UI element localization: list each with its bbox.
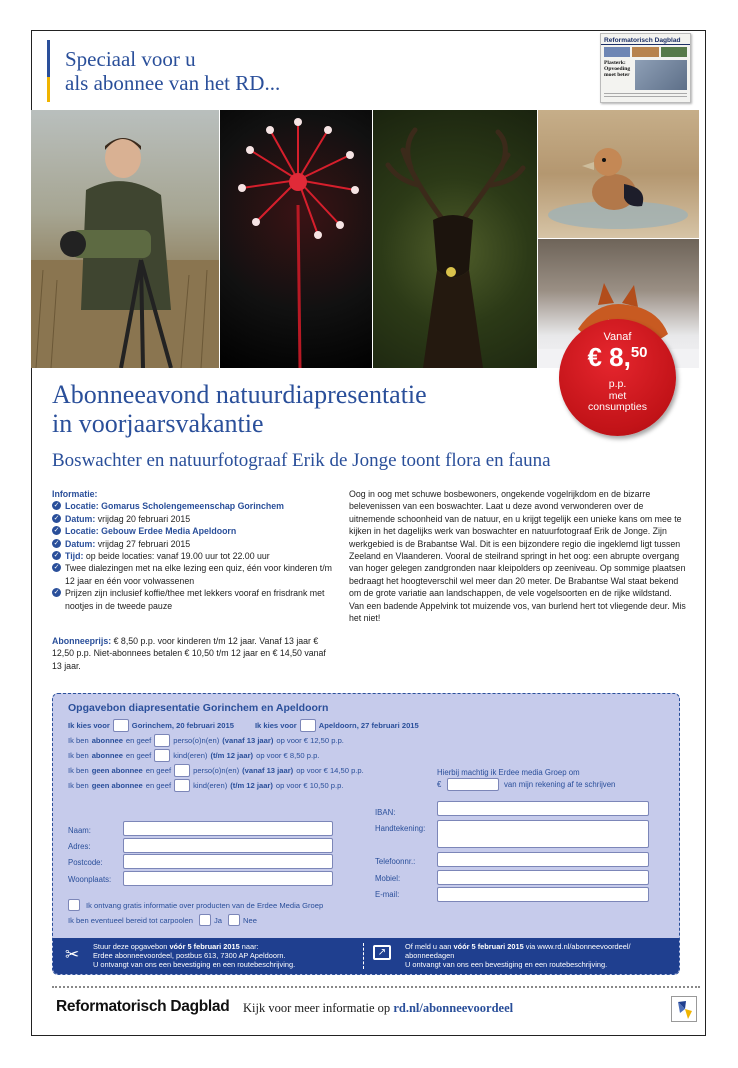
subscriber-child-count[interactable] [154, 749, 170, 762]
nonsubscriber-child-row: Ik ben geen abonnee en geef kind(eren) (t/m 12 jaar) op voor € 10,50 p.p. [68, 781, 344, 790]
form-title: Opgavebon diapresentatie Gorinchem en Apeldoorn [68, 702, 329, 714]
handtekening-label: Handtekening: [375, 824, 426, 833]
check-icon: ✓ [53, 552, 60, 560]
woonplaats-label: Woonplaats: [68, 875, 112, 884]
check-icon: ✓ [53, 502, 60, 510]
subscriber-child-row: Ik ben abonnee en geef kind(eren) (t/m 12 jaar) op voor € 8,50 p.p. [68, 751, 320, 760]
title-line-1: Abonneeavond natuurdiapresentatie [52, 380, 427, 409]
bar-divider [363, 943, 364, 969]
badge-pp: p.p. [608, 378, 627, 390]
header-accent-bar [47, 40, 50, 102]
nonsubscriber-adult-row: Ik ben geen abonnee en geef perso(o)n(en) (vanaf 13 jaar) op voor € 14,50 p.p. [68, 766, 364, 775]
registration-form [52, 693, 680, 975]
handtekening-input[interactable] [437, 820, 649, 848]
authorize-euro: € [437, 780, 442, 789]
info-item: ✓ Locatie: Gebouw Erdee Media Apeldoorn [53, 526, 237, 537]
naam-label: Naam: [68, 826, 91, 835]
badge-amount: 8, [609, 342, 631, 372]
adres-input[interactable] [123, 838, 333, 853]
nonsubscriber-adult-count[interactable] [174, 764, 190, 777]
header-line-2: als abonnee van het RD... [65, 71, 281, 95]
info-item: ✓ Prijzen zijn inclusief koffie/thee met lekkers vooraf en frisdrank met nootjes in de tweede pauze [53, 588, 325, 611]
newspaper-masthead: Reformatorisch Dagblad [601, 34, 690, 45]
postcode-input[interactable] [123, 854, 333, 869]
newspaper-photo [635, 60, 687, 90]
location-choice-row: Ik kies voor Gorinchem, 20 februari 2015 Ik kies voor Apeldoorn, 27 februari 2015 [68, 721, 419, 730]
story-text: Oog in oog met schuwe bosbewoners, ongekende vogelrijkdom en de bizarre belevenissen van een boswachter. Laat u deze avond verwonderen over de uitnemende schoonheid van de natuur, en u krijgt tegelijk een unieke kans om mee te kijken in het dagelijks werk van boswachter en natuurfotograaf Erik de Jonge. Zijn werkgebied is de Brabantse Wal. Dit is een bijzondere regio die ingeklemd ligt tussen Zeeland en Vlaanderen. Vooral de steilrand springt in het oog: een abrupte overgang van hoger gelegen zandgronden naar kleipolders op zeeniveau. Op sommige plaatsen bedraagt het hoogteverschil wel meer dan 20 meter. De Brabantse Wal staat bekend om de grote variatie aan landschappen, de vele vogelsoorten en de rijke wildstand. Van een badende Appelvink tot muizende vos, van burlend hert tot vliegende deur. Mis het niet! [349, 489, 686, 624]
check-icon: ✓ [53, 527, 60, 535]
badge-price [559, 342, 676, 373]
check-icon: ✓ [53, 564, 60, 572]
newspaper-photo-strip [601, 45, 690, 59]
badge-conditions [559, 379, 676, 414]
adres-label: Adres: [68, 842, 91, 851]
header-title [65, 47, 280, 95]
badge-vanaf: Vanaf [603, 331, 632, 343]
gorinchem-checkbox[interactable] [113, 719, 129, 732]
subscriber-adult-count[interactable] [154, 734, 170, 747]
scissors-icon: ✂ [65, 945, 80, 964]
iban-input[interactable] [437, 801, 649, 816]
info-item: ✓ Datum: vrijdag 20 februari 2015 [53, 513, 191, 524]
apeldoorn-checkbox[interactable] [300, 719, 316, 732]
newspaper-thumbnail [600, 33, 691, 103]
optin-row: Ik ontvang gratis informatie over producten van de Erdee Media Groep [68, 899, 323, 911]
email-label: E-mail: [375, 890, 400, 899]
main-title [52, 380, 427, 438]
badge-consumpties: consumpties [588, 401, 647, 413]
check-icon: ✓ [53, 539, 60, 547]
footer-text: Kijk voor meer informatie op rd.nl/abonneevoordeel [243, 1001, 514, 1015]
amount-input[interactable] [447, 778, 499, 791]
footer-link[interactable]: rd.nl/abonneevoordeel [393, 1001, 514, 1015]
iban-label: IBAN: [375, 808, 396, 817]
carpool-no-checkbox[interactable] [228, 914, 240, 926]
hawfinch-photo [538, 110, 699, 238]
badge-currency: € [587, 342, 602, 372]
postcode-label: Postcode: [68, 858, 103, 867]
info-item: ✓ Twee dialezingen met na elke lezing een quiz, één voor kinderen t/m 12 jaar en één voor volwassenen [53, 563, 332, 586]
carpool-row: Ik ben eventueel bereid tot carpoolen Ja Nee [68, 915, 257, 925]
check-icon: ✓ [53, 589, 60, 597]
authorize-text-2: van mijn rekening af te schrijven [504, 780, 616, 789]
subtitle: Boswachter en natuurfotograaf Erik de Jonge toont flora en fauna [52, 450, 551, 471]
email-input[interactable] [437, 887, 649, 902]
badge-met: met [608, 389, 627, 402]
info-heading: Informatie: [52, 489, 98, 499]
sundew-plant-photo [220, 110, 372, 368]
publisher-logo-icon [671, 996, 697, 1022]
prices-text: Abonneeprijs: € 8,50 p.p. voor kinderen t/m 12 jaar. Vanaf 13 jaar € 12,50 p.p. Niet-abonnees betalen € 10,50 t/m 12 jaar en € 14,50 vanaf 13 jaar. [52, 636, 326, 671]
footer-logo: Reformatorisch Dagblad [56, 998, 230, 1015]
telefoon-label: Telefoonnr.: [375, 857, 416, 866]
check-icon: ✓ [53, 514, 60, 522]
form-instructions-bar [53, 938, 679, 974]
info-item: ✓ Tijd: op beide locaties: vanaf 19.00 uur tot 22.00 uur [53, 551, 270, 562]
online-instructions: Of meld u aan vóór 5 februari 2015 via www.rd.nl/abonneevoordeel/ abonneedagen U ontvangt van ons een bevestiging en een routebeschrijving. [405, 942, 631, 970]
woonplaats-input[interactable] [123, 871, 333, 886]
title-line-2: in voorjaarsvakantie [52, 409, 264, 438]
price-badge [559, 319, 676, 436]
newspaper-headline: Plasterk: Opvoeding moet beter [604, 60, 631, 78]
badge-cents: 50 [630, 344, 648, 361]
photographer-photo [31, 110, 219, 368]
subscriber-adult-row: Ik ben abonnee en geef perso(o)n(en) (vanaf 13 jaar) op voor € 12,50 p.p. [68, 736, 344, 745]
info-item: ✓ Datum: vrijdag 27 februari 2015 [53, 538, 191, 549]
telefoon-input[interactable] [437, 852, 649, 867]
optin-checkbox[interactable] [68, 899, 80, 911]
computer-icon: ↗ [373, 945, 391, 960]
header-line-1: Speciaal voor u [65, 47, 196, 71]
info-item: ✓ Locatie: Gomarus Scholengemeenschap Gorinchem [53, 501, 285, 512]
deer-photo [373, 110, 537, 368]
info-list [52, 488, 342, 612]
naam-input[interactable] [123, 821, 333, 836]
mobiel-label: Mobiel: [375, 874, 401, 883]
mobiel-input[interactable] [437, 870, 649, 885]
authorize-text: Hierbij machtig ik Erdee media Groep om [437, 768, 580, 777]
mail-instructions: Stuur deze opgavebon vóór 5 februari 2015 naar: Erdee abonneevoordeel, postbus 613, 7300 AP Apeldoorn. U ontvangt van ons een bevestiging en een routebeschrijving. [93, 942, 296, 970]
footer-divider [52, 986, 700, 988]
nonsubscriber-child-count[interactable] [174, 779, 190, 792]
carpool-yes-checkbox[interactable] [199, 914, 211, 926]
